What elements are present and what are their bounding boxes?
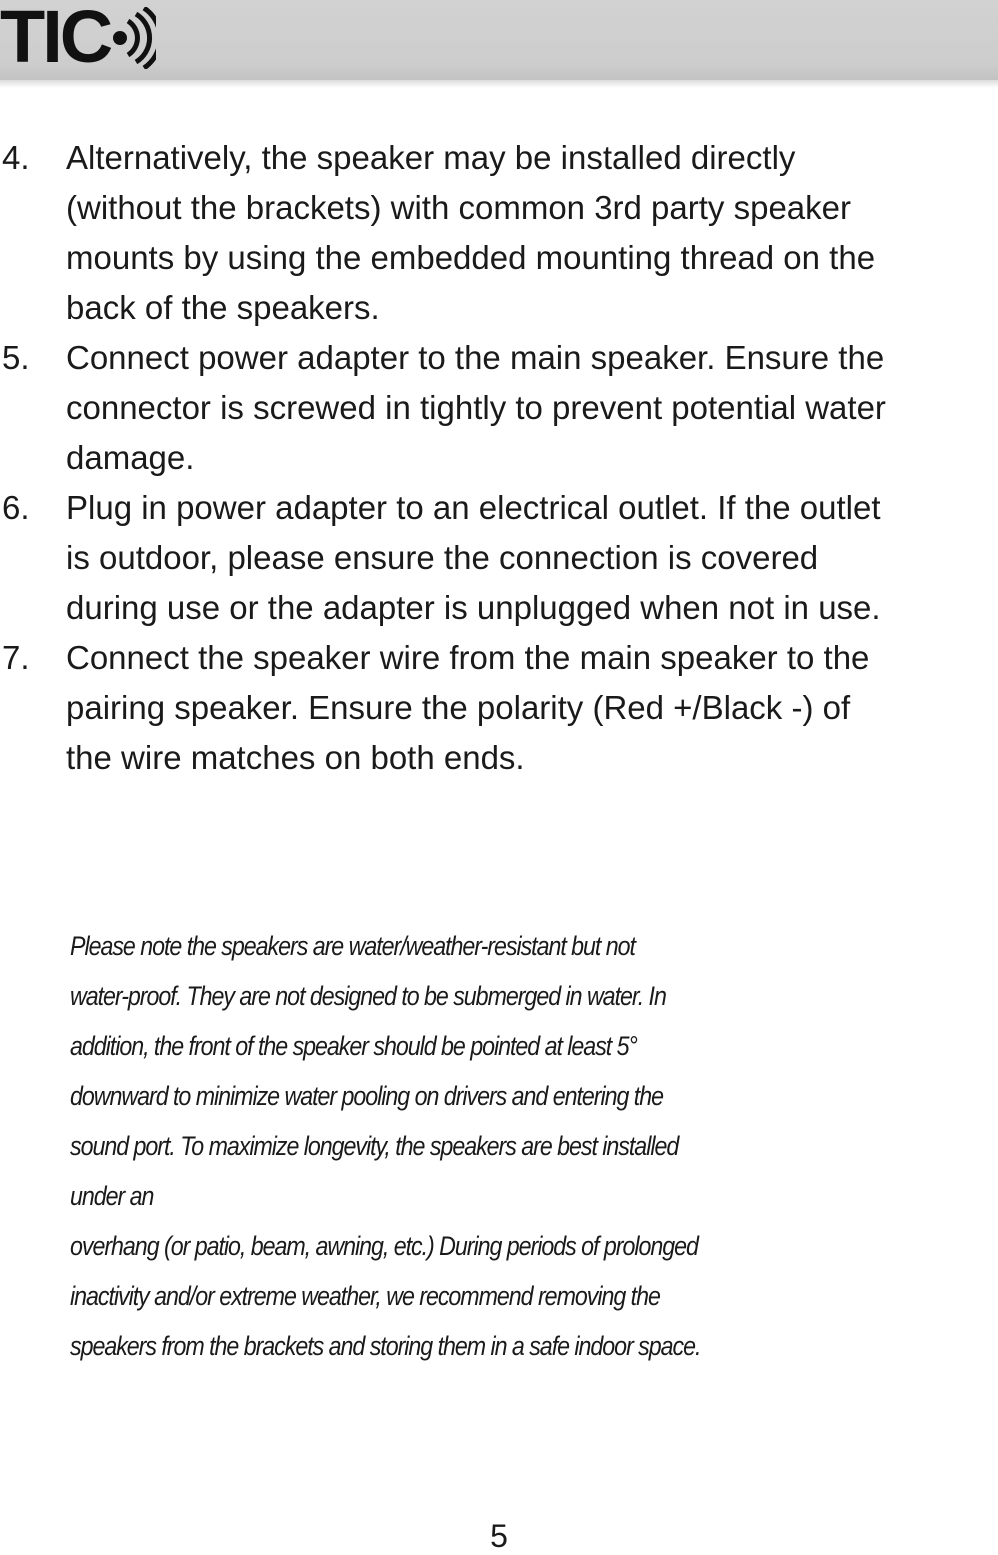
note-line: downward to minimize water pooling on drivers and entering the xyxy=(70,1081,663,1111)
note-line: overhang (or patio, beam, awning, etc.) During periods of prolonged xyxy=(70,1231,698,1261)
step-line: (without the brackets) with common 3rd party speaker xyxy=(66,189,851,226)
step-6 xyxy=(0,483,998,633)
step-7 xyxy=(0,633,998,783)
note-line: Please note the speakers are water/weather-resistant but not xyxy=(70,931,635,961)
note-line: water-proof. They are not designed to be submerged in water. In xyxy=(70,981,666,1011)
logo-text: TIC xyxy=(0,0,111,78)
note-line: speakers from the brackets and storing them in a safe indoor space. xyxy=(70,1331,701,1361)
step-line: back of the speakers. xyxy=(66,289,380,326)
step-line: Connect power adapter to the main speaker. Ensure the xyxy=(66,339,885,376)
step-line: Connect the speaker wire from the main speaker to the xyxy=(66,639,870,676)
step-line: damage. xyxy=(66,439,195,476)
step-line: mounts by using the embedded mounting thread on the xyxy=(66,239,876,276)
step-line: Plug in power adapter to an electrical outlet. If the outlet xyxy=(66,489,881,526)
step-number: 6. xyxy=(2,489,30,526)
sound-waves-icon xyxy=(112,7,156,69)
step-line: connector is screwed in tightly to prevent potential water xyxy=(66,389,886,426)
page-number: 5 xyxy=(490,1518,508,1554)
step-4 xyxy=(0,133,998,333)
note-line: sound port. To maximize longevity, the speakers are best installed xyxy=(70,1131,679,1161)
note-line: addition, the front of the speaker should be pointed at least 5° xyxy=(70,1031,637,1061)
step-number: 7. xyxy=(2,639,30,676)
header-shadow xyxy=(0,80,998,88)
weather-note xyxy=(70,921,950,1371)
step-line: pairing speaker. Ensure the polarity (Red +/Black -) of xyxy=(66,689,851,726)
note-line: under an xyxy=(70,1181,154,1211)
step-line: the wire matches on both ends. xyxy=(66,739,525,776)
step-number: 4. xyxy=(2,139,30,176)
step-line: Alternatively, the speaker may be installed directly xyxy=(66,139,796,176)
brand-logo xyxy=(0,0,156,78)
note-line: inactivity and/or extreme weather, we recommend removing the xyxy=(70,1281,660,1311)
step-line: during use or the adapter is unplugged when not in use. xyxy=(66,589,881,626)
step-number: 5. xyxy=(2,339,30,376)
step-5 xyxy=(0,333,998,483)
step-line: is outdoor, please ensure the connection is covered xyxy=(66,539,819,576)
instruction-steps xyxy=(0,133,998,783)
header-bar xyxy=(0,0,998,80)
